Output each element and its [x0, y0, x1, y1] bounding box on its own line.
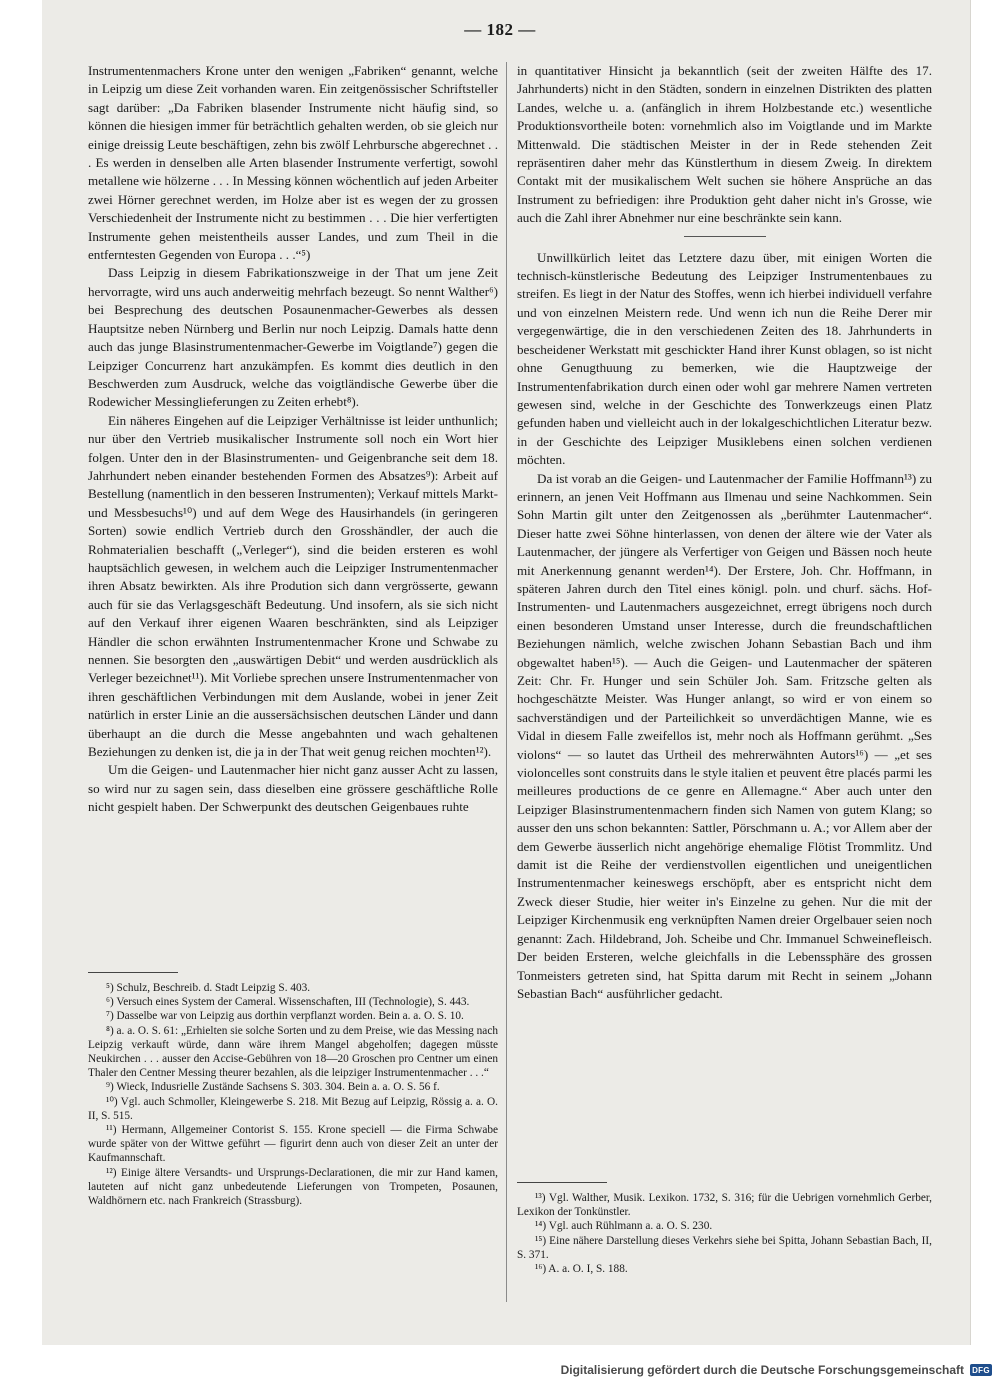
- right-column: [517, 62, 932, 1003]
- footnote: ⁹) Wieck, Indusrielle Zustände Sachsens S. 303. 304. Bein a. a. O. S. 56 f.: [106, 1081, 440, 1094]
- footnote-rule: [517, 1182, 607, 1183]
- paragraph: Um die Geigen- und Lautenmacher hier nicht ganz ausser Acht zu lassen, so wird nur zu sagen sein, dass dieselben eine grössere geschäftliche Rolle nicht gespielt haben. Der Schwerpunkt des deutschen Geigenbaues ruhte: [88, 762, 498, 815]
- footnote: ⁷) Dasselbe war von Leipzig aus dorthin verpflanzt worden. Bein a. a. O. S. 10.: [106, 1010, 464, 1023]
- credit-text: Digitalisierung gefördert durch die Deutsche Forschungsgemeinschaft: [560, 1363, 964, 1377]
- footnote: ¹⁴) Vgl. auch Rühlmann a. a. O. S. 230.: [535, 1220, 713, 1233]
- page-number: — 182 —: [464, 20, 536, 39]
- dfg-logo-icon: DFG: [970, 1364, 992, 1376]
- footnotes-right: [517, 1182, 932, 1276]
- paragraph: Da ist vorab an die Geigen- und Lautenmacher der Familie Hoffmann¹³) zu erinnern, an jenen Veit Hoffmann aus Ilmenau und seine Nachkommen. Sein Sohn Martin gilt unter den Zeitgenossen als „berühmter Lautenmacher“. Dieser hatte zwei Söhne hinterlassen, von denen der ältere wie der Vater als Lautenmacher, der jüngere als Verfertiger von Geigen und Bässen noch heute mit Anerkennung genannt werden¹⁴). Der Erstere, Joh. Chr. Hoffmann, in späteren Jahren durch den Titel eines königl. poln. und churf. sächs. Hof-Instrumenten- und Lautenmachers ausgezeichnet, erregt übrigens noch durch einen besonderen Umstand unser Interesse, durch die freundschaftlichen Beziehungen nämlich, welche zwischen Johann Sebastian Bach und ihm obgewaltet haben¹⁵). — Auch die Geigen- und Lautenmacher der späteren Zeit: Chr. Fr. Hunger und sein Schüler Joh. Sam. Fritzsche gelten als hochgeschätzte Meister. Was Hunger anlangt, so wird er von einem so sachverständigen und der Parteilichkeit so unverdächtigen Manne, wie es Vidal in diesem Falle zweifellos ist, mehr noch als Hoffmann gerühmt. „Ses violons“ — so lautet das Urtheil des mehrerwähnten Autors¹⁶) — „et ses violoncelles sont construits dans le style italien et peuvent être placés parmi les meilleures productions de ce genre en Allemagne.“ Aber auch unter den Leipziger Blasinstrumentenmachern finden sich Namen von gutem Klang; so ausser den uns schon bekannten: Sattler, Pörschmann u. A.; vor Allem aber der dem Gewerbe äusserlich nicht angehörige ehemalige Flötist Trommlitz. Und damit ist die Reihe der verdienstvollen eigentlichen und uneigentlichen Instrumentenmacher keineswegs erschöpft, aber es entspricht nicht dem Zweck dieser Studie, hier weiter in's Einzelne zu gehen. Nur die mit der Leipziger Kirchenmusik eng verknüpften Namen dreier Orgelbauer seien noch genannt: Zach. Hildebrand, Joh. Scheibe und Chr. Immanuel Schweinefleisch. Der beiden Ersteren, welche gleichfalls in die Lebenssphäre des grossen Tonmeisters getreten sind, hat Spitta darum mit Recht in seinem „Johann Sebastian Bach“ ausführlicher gedacht.: [517, 470, 932, 1001]
- footnotes-left: [88, 972, 498, 1208]
- paragraph: Dass Leipzig in diesem Fabrikationszweige in der That um jene Zeit hervorragte, wird uns auch anderweitig mehrfach bezeugt. So nennt Walther⁶) bei Besprechung des deutschen Posaunenmacher-Gewerbes als dessen Hauptsitze neben Nürnberg und Berlin nur noch Leipzig. Damals hatte denn auch das junge Blasinstrumentenmacher-Gewerbe im Voigtlande⁷) gegen die Leipziger Concurrenz hart anzukämpfen. Es kommt dies deutlich in den Beschwerden zum Ausdruck, welche das voigtländische Gewerbe über die Rodewicher Messinglieferungen zu Zeiten erhebt⁸).: [88, 265, 498, 410]
- footnote: ⁵) Schulz, Beschreib. d. Stadt Leipzig S. 403.: [106, 982, 311, 994]
- paragraph: in quantitativer Hinsicht ja bekanntlich (seit der zweiten Hälfte des 17. Jahrhunderts) nicht in den Städten, sondern in einzelnen Distrikten des platten Landes, welche u. a. (anfänglich in ihrem Holzbestande etc.) wesentliche Produktionsvortheile boten: vornehmlich also im Voigtlande und im Markte Mittenwald. Die städtischen Meister in der in Rede stehenden Zeit repräsentiren daher mehr das Künstlerthum in diesem Zweig. In direktem Contakt mit der musikalischem Welt suchen sie höhere Ansprüche an das Instrument zu befriedigen: ihre Produktion geht daher nicht in's Grosse, wie auch die Zahl ihrer Abnehmer nur eine beschränkte sein kann.: [517, 63, 932, 226]
- section-divider: [684, 236, 766, 237]
- paragraph: Unwillkürlich leitet das Letztere dazu über, mit einigen Worten die technisch-künstlerische Bedeutung des Leipziger Instrumentenbaues zu streifen. Es liegt in der Natur des Stoffes, wenn ich hierbei individuell verfahre und von einzelnen Meistern rede. Und wenn ich nun die Reihe Derer mir vergegenwärtige, die in den verschiedenen Zeiten des 18. Jahrhunderts in bescheidener Werkstatt mit geschickter Hand ihrer Kunst oblagen, so ist nicht ohne Genugthuung zu bemerken, wie die Hauptzweige der Instrumentenfabrikation durch einen oder wohl gar mehrere Namen vertreten gewesen sind, welche in der Geschichte des Tonwerkzeugs einen Platz gefunden haben und vielleicht auch in der lokalgeschichtlichen Literatur bezw. in der Geschichte des Leipziger Musiklebens einen solchen verdienen möchten.: [517, 249, 932, 468]
- footnote: ¹⁵) Eine nähere Darstellung dieses Verkehrs siehe bei Spitta, Johann Sebastian Bach, II, S. 371.: [517, 1234, 932, 1261]
- footnote: ⁶) Versuch eines System der Cameral. Wissenschaften, III (Technologie), S. 443.: [106, 996, 470, 1009]
- footnote: ¹³) Vgl. Walther, Musik. Lexikon. 1732, S. 316; für die Uebrigen vornehmlich Gerber, Lexikon der Tonkünstler.: [517, 1192, 932, 1219]
- column-divider: [506, 62, 507, 1302]
- paragraph: Ein näheres Eingehen auf die Leipziger Verhältnisse ist leider unthunlich; nur über den Vertrieb musikalischer Instrumente soll noch ein Wort hier folgen. Unter den in der Blasinstrumenten- und Geigenbranche seit dem 18. Jahrhundert neben einander bestehenden Formen des Absatzes⁹): Arbeit auf Bestellung (namentlich in den besseren Instrumenten); Verkauf mittels Markt- und Messbesuchs¹⁰) und auf dem Wege des Hausirhandels (in geringeren Sorten) sowie endlich Vertrieb durch den Grosshändler, der auch die Rohmaterialien beschafft („Verleger“), sind die beiden ersteren es wohl hauptsächlich gewesen, in welchem auch die Leipziger Instrumentenmacher ihren Absatz bewirkten. Als ihre Prodution sich dann vergrösserte, gewann auch für sie das Verlagsgeschäft Bedeutung. Und insofern, als sie sich nicht auf den Verkauf ihrer eigenen Waaren beschränkten, sind als Leipziger Händler die schon erwähnten Instrumentenmacher Krone und Schwabe zu nennen. Sie besorgten den „auswärtigen Debit“ und werden ausdrücklich als Verleger bezeichnet¹¹). Mit Vorliebe sprechen unsere Instrumentenmacher von ihren geschäftlichen Verbindungen mit dem Auslande, wobei in jener Zeit natürlich in erster Linie an die aussersächsischen deutschen Länder und dann überhaupt an die durch die Messe angebahnten und wach gehaltenen Beziehungen zu denken ist, die ja in der That weit genug reichen mochten¹²).: [88, 412, 498, 760]
- footnote: ¹⁶) A. a. O. I, S. 188.: [535, 1263, 628, 1276]
- footnote: ¹¹) Hermann, Allgemeiner Contorist S. 155. Krone speciell — die Firma Schwabe wurde später von der Wittwe geführt — figurirt denn auch von dieser Zeit an unter der Kaufmannschaft.: [88, 1124, 498, 1165]
- left-column: [88, 62, 498, 817]
- footnote-rule: [88, 972, 178, 973]
- footnote: ¹⁰) Vgl. auch Schmoller, Kleingewerbe S. 218. Mit Bezug auf Leipzig, Rössig a. a. O. II, S. 515.: [88, 1095, 498, 1122]
- footnote: ⁸) a. a. O. S. 61: „Erhielten sie solche Sorten und zu dem Preise, wie das Messing nach Leipzig verkauft würde, dann wäre ihrem Mangel abgeholfen; dagegen müsste Neukirchen . . . ausser den Accise-Gebühren von 18—20 Groschen pro Centner um einen Thaler den Centner Messing theurer bezahlen, als die leipziger Instrumentenmacher . . .“: [88, 1024, 498, 1080]
- digitization-credit: [561, 1363, 992, 1377]
- footnote: ¹²) Einige ältere Versandts- und Ursprungs-Declarationen, die mir zur Hand kamen, lauteten auf nicht ganz unbedeutende Lieferungen von Trompeten, Posaunen, Waldhörnern etc. nach Frankreich (Strassburg).: [88, 1166, 498, 1208]
- paragraph: Instrumentenmachers Krone unter den wenigen „Fabriken“ genannt, welche in Leipzig um diese Zeit vorhanden waren. Ein zeitgenössischer Schriftsteller sagt darüber: „Da Fabriken blasender Instrumente nicht häufig sind, so können die hiesigen immer für beträchtlich gehalten werden, ob sie gleich nur einige dreissig Leute beschäftigen, zehn bis zwölf Lehrbursche abgerechnet . . . Es werden in denselben alle Arten blasender Instrumente verfertigt, sowohl metallene wie hölzerne . . . In Messing können wöchentlich auf jeden Arbeiter zwei Hörner gerechnet werden, im Holze aber ist es wegen der zu grossen Verschiedenheit der Instrumente nicht zu bestimmen . . . Die hier verfertigten Instrumente gehen meistentheils ausser Landes, und zum Theil in die entferntesten Gegenden von Europa . . .“⁵): [88, 63, 498, 263]
